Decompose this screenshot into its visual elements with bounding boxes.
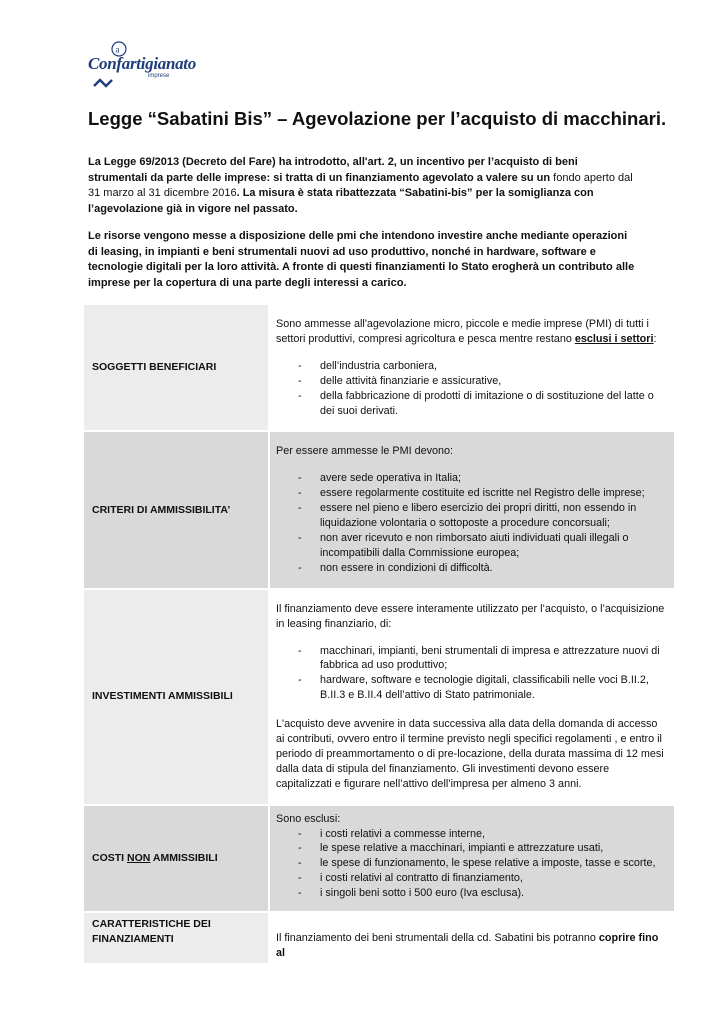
list-item: - le spese relative a macchinari, impianti e attrezzature usati,: [276, 841, 666, 856]
soggetti-colon: :: [653, 332, 657, 345]
logo-brand: Confartigianato: [88, 54, 196, 73]
list-item: - avere sede operativa in Italia;: [276, 471, 666, 486]
row-content-criteri: [269, 431, 675, 588]
page-title: Legge “Sabatini Bis” – Agevolazione per l’acquisto di macchinari.: [88, 108, 667, 129]
list-item: - non essere in condizioni di difficoltà.: [276, 561, 666, 576]
list-item: - della fabbricazione di prodotti di imitazione o di sostituzione del latte o dei suoi derivati.: [276, 389, 666, 419]
row-label-soggetti: SOGGETTI BENEFICIARI: [83, 304, 269, 431]
costi-label-a: COSTI: [92, 851, 128, 864]
table-row-investimenti: [83, 589, 675, 805]
svg-text:a: a: [115, 44, 120, 55]
table-row-soggetti: [83, 304, 675, 431]
soggetti-list: [276, 359, 666, 419]
caratteristiche-text-a: Il finanziamento dei beni strumentali della cd. Sabatini bis potranno: [276, 932, 599, 945]
intro-paragraph-1: [88, 155, 638, 217]
intro-p1-b: fondo aperto dal 31 marzo al 31 dicembre 2016: [88, 171, 633, 199]
caratteristiche-text-b: coprire fino al: [276, 932, 659, 959]
intro-p1-a: La Legge 69/2013 (Decreto del Fare) ha introdotto, all'art. 2, un incentivo per l’acquisto di beni strumentali da parte delle imprese: si tratta di un finanziamento agevolato a valere su un: [88, 156, 578, 184]
row-content-investimenti: [269, 589, 675, 805]
costi-text: Sono esclusi:: [276, 812, 341, 825]
investimenti-list: [276, 644, 666, 704]
costi-list: [276, 827, 666, 902]
row-content-caratteristiche: [269, 912, 675, 964]
list-item: - macchinari, impianti, beni strumentali di impresa e attrezzature nuovi di fabbrica ad uso produttivo;: [276, 644, 666, 674]
list-item: - hardware, software e tecnologie digitali, classificabili nelle voci B.II.2, B.II.3 e B.II.4 dell’attivo di Stato patrimoniale.: [276, 673, 666, 703]
list-item: - essere nel pieno e libero esercizio dei propri diritti, non essendo in liquidazione volontaria o sottoposte a procedure concorsuali;: [276, 501, 666, 531]
row-content-soggetti: [269, 304, 675, 431]
row-label-investimenti: INVESTIMENTI AMMISSIBILI: [83, 589, 269, 805]
list-item: - i singoli beni sotto i 500 euro (Iva esclusa).: [276, 886, 666, 901]
table-row-caratteristiche: [83, 912, 675, 964]
soggetti-underline: esclusi i settori: [574, 332, 654, 345]
list-item: - i costi relativi a commesse interne,: [276, 827, 666, 842]
soggetti-text: Sono ammesse all'agevolazione micro, piccole e medie imprese (PMI) di tutti i settori produttivi, compresi agricoltura e pesca mentre restano: [276, 318, 649, 345]
intro-p1-c: . La misura è stata ribattezzata “Sabatini-bis” per la somiglianza con l’agevolazione già in vigore nel passato.: [88, 187, 594, 215]
costi-label-non: NON: [127, 851, 151, 864]
criteri-list: [276, 471, 666, 575]
list-item: - i costi relativi al contratto di finanziamento,: [276, 871, 666, 886]
row-label-criteri: CRITERI DI AMMISSIBILITA’: [83, 431, 269, 588]
list-item: - non aver ricevuto e non rimborsato aiuti individuati quali illegali o incompatibili dalla Commissione europea;: [276, 531, 666, 561]
table-row-costi: [83, 805, 675, 912]
costi-label-c: AMMISSIBILI: [150, 851, 218, 864]
logo-sub: imprese: [148, 73, 170, 79]
table-row-criteri: [83, 431, 675, 588]
confartigianato-logo: [88, 40, 198, 96]
row-content-costi: [269, 805, 675, 912]
investimenti-text: Il finanziamento deve essere interamente utilizzato per l’acquisto, o l’acquisizione in leasing finanziario, di:: [276, 602, 665, 630]
row-label-costi: [83, 805, 269, 912]
investimenti-after: L'acquisto deve avvenire in data successiva alla data della domanda di accesso ai contributi, ovvero entro il termine previsto negli specifici regolamenti , e entro il periodo di preammortamento o di pre-locazione, della durata massima di 12 mesi dalla data di stipula del finanziamento. Gli investimenti devono essere capitalizzati e figurare nell’attivo dell’impresa per almeno 3 anni.: [276, 718, 664, 790]
list-item: - essere regolarmente costituite ed iscritte nel Registro delle imprese;: [276, 486, 666, 501]
intro-paragraph-2: Le risorse vengono messe a disposizione delle pmi che intendono investire anche mediante operazioni di leasing, in impianti e beni strumentali nuovi ad uso produttivo, nonché in hardware, software e tecnologie digitali per la loro attività. A fronte di questi finanziamenti lo Stato erogherà un contributo alle imprese per la copertura di una parte degli interessi a carico.: [88, 230, 635, 289]
info-table: [82, 303, 676, 965]
row-label-caratteristiche: CARATTERISTICHE DEI FINANZIAMENTI: [83, 912, 269, 964]
list-item: - le spese di funzionamento, le spese relative a imposte, tasse e scorte,: [276, 856, 666, 871]
criteri-text: Per essere ammesse le PMI devono:: [276, 445, 454, 458]
list-item: - dell’industria carboniera,: [276, 359, 666, 374]
list-item: - delle attività finanziarie e assicurative,: [276, 374, 666, 389]
